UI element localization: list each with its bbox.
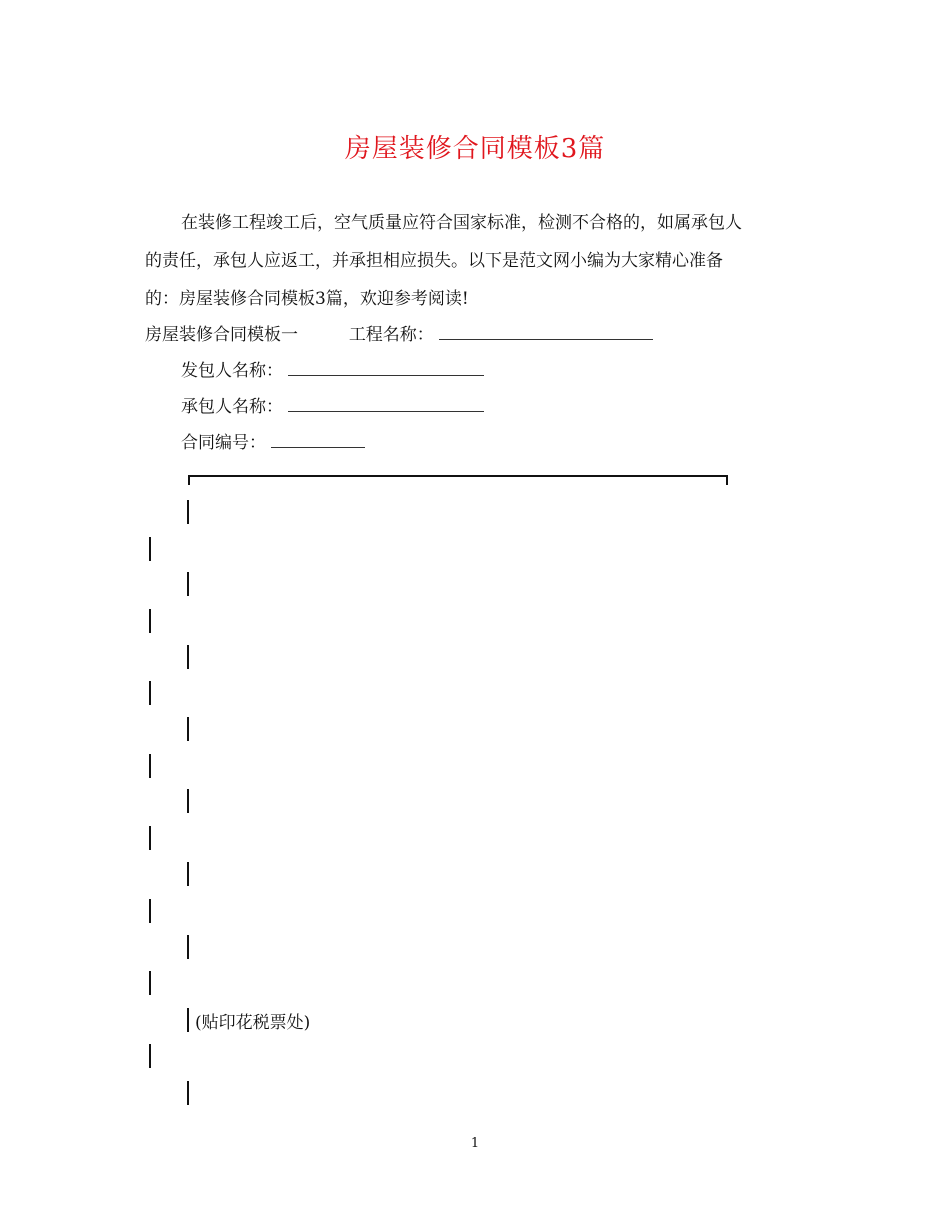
project-name-label: 工程名称： bbox=[348, 325, 434, 345]
template-heading-row bbox=[145, 320, 653, 345]
box-line bbox=[149, 754, 151, 778]
stamp-label: (贴印花税票处) bbox=[195, 1013, 311, 1033]
box-line bbox=[149, 971, 151, 995]
box-line bbox=[187, 862, 189, 886]
contract-no-label: 合同编号： bbox=[181, 433, 266, 453]
page-number: 1 bbox=[470, 1136, 480, 1151]
box-line bbox=[149, 609, 151, 633]
employer-label: 发包人名称： bbox=[181, 361, 283, 381]
contractor-row bbox=[181, 392, 484, 417]
intro-line-1: 在装修工程竣工后，空气质量应符合国家标准，检测不合格的，如属承包人 bbox=[181, 213, 742, 233]
box-line bbox=[187, 935, 189, 959]
box-line bbox=[187, 717, 189, 741]
intro-line-3: 的：房屋装修合同模板3篇，欢迎参考阅读! bbox=[145, 289, 469, 309]
contractor-blank bbox=[288, 397, 484, 412]
contract-no-row bbox=[181, 428, 365, 453]
page-title: 房屋装修合同模板3篇 bbox=[344, 134, 606, 164]
box-line bbox=[149, 826, 151, 850]
employer-row bbox=[181, 356, 484, 381]
box-line bbox=[187, 789, 189, 813]
box-line bbox=[187, 1008, 189, 1032]
box-line bbox=[149, 537, 151, 561]
employer-blank bbox=[288, 361, 484, 376]
box-line bbox=[187, 1081, 189, 1105]
box-line bbox=[187, 645, 189, 669]
box-line bbox=[187, 572, 189, 596]
box-line bbox=[187, 500, 189, 524]
box-line bbox=[149, 899, 151, 923]
contract-no-blank bbox=[271, 433, 365, 448]
stamp-box-top-border bbox=[188, 475, 728, 485]
intro-line-2: 的责任，承包人应返工，并承担相应损失。以下是范文网小编为大家精心准备 bbox=[145, 251, 723, 271]
contractor-label: 承包人名称： bbox=[181, 397, 283, 417]
template-heading: 房屋装修合同模板一 bbox=[145, 325, 298, 345]
box-line bbox=[149, 681, 151, 705]
project-name-blank bbox=[439, 325, 653, 340]
box-line bbox=[149, 1044, 151, 1068]
